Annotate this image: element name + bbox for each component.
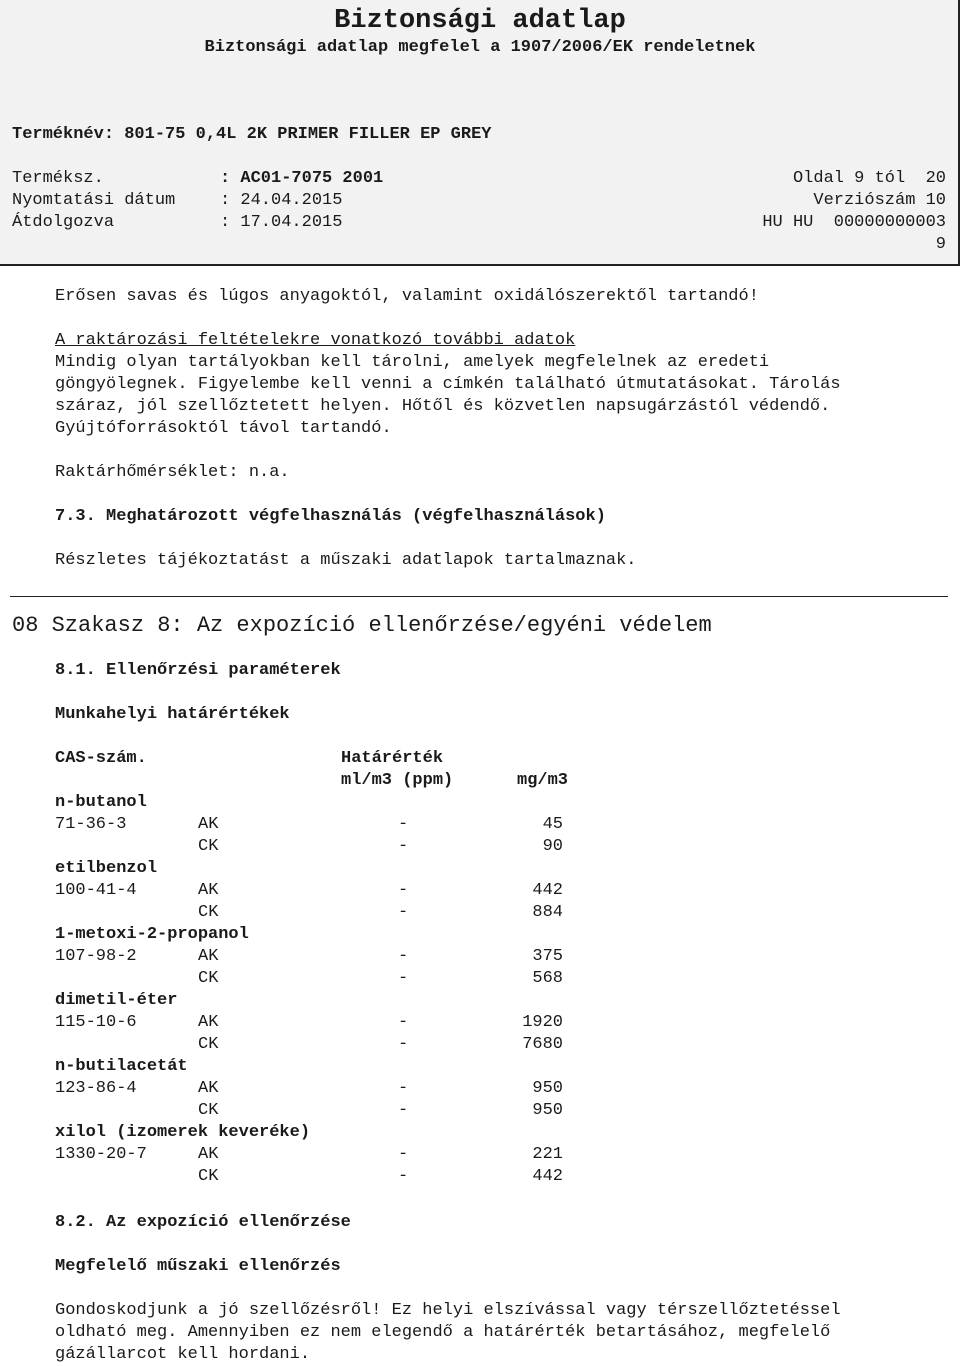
substance-name: etilbenzol [55,859,158,878]
mg-value: 375 [532,947,563,966]
ppm-value: - [398,837,409,856]
cas-number: 71-36-3 [55,815,127,834]
substance-name: n-butilacetát [55,1057,188,1076]
print-date-value: : 24.04.2015 [220,191,343,210]
col-cas-header: CAS-szám. [55,749,147,768]
technical-control-line: oldható meg. Amennyiben ez nem elegendő a határérték betartásához, megfelelő [55,1323,831,1342]
ppm-value: - [398,1101,409,1120]
section-divider [10,596,948,597]
section-7-3-text: Részletes tájékoztatást a műszaki adatlapok tartalmaznak. [55,551,637,570]
cas-number: 1330-20-7 [55,1145,147,1164]
cas-number: 107-98-2 [55,947,137,966]
substance-name: dimetil-éter [55,991,178,1010]
doc-title: Biztonsági adatlap [334,6,626,36]
product-no-value: : AC01-7075 2001 [220,169,384,188]
technical-control-heading: Megfelelő műszaki ellenőrzés [55,1257,341,1276]
document-header [0,0,960,266]
mg-value: 45 [542,815,563,834]
storage-line: göngyölegnek. Figyelembe kell venni a címkén található útmutatásokat. Tárolás [55,375,841,394]
cas-number: 100-41-4 [55,881,137,900]
ppm-value: - [398,1167,409,1186]
document-code-cont: 9 [935,235,946,254]
mg-value: 950 [532,1101,563,1120]
section-8-title: 08 Szakasz 8: Az expozíció ellenőrzése/egyéni védelem [12,613,712,638]
storage-line: Gyújtóforrásoktól távol tartandó. [55,419,392,438]
mg-value: 1920 [522,1013,563,1032]
ppm-value: - [398,881,409,900]
print-date-label: Nyomtatási dátum [12,191,176,210]
mg-value: 442 [532,881,563,900]
ppm-value: - [398,815,409,834]
limit-type: AK [198,881,219,900]
ppm-value: - [398,947,409,966]
storage-line: Mindig olyan tartályokban kell tárolni, amelyek megfelelnek az eredeti [55,353,770,372]
version-number: Verziószám 10 [813,191,946,210]
mg-value: 442 [532,1167,563,1186]
mg-value: 568 [532,969,563,988]
limit-type: AK [198,947,219,966]
storage-heading: A raktározási feltételekre vonatkozó további adatok [55,331,576,350]
cas-number: 115-10-6 [55,1013,137,1032]
substance-name: 1-metoxi-2-propanol [55,925,249,944]
limit-type: AK [198,1013,219,1032]
limit-type: CK [198,837,219,856]
mg-value: 884 [532,903,563,922]
col-ppm-header: ml/m3 (ppm) [341,771,454,790]
limit-type: AK [198,1145,219,1164]
revised-label: Átdolgozva [12,213,115,232]
section-8-2-heading: 8.2. Az expozíció ellenőrzése [55,1213,351,1232]
doc-subtitle: Biztonsági adatlap megfelel a 1907/2006/EK rendeletnek [204,38,756,57]
limit-type: CK [198,969,219,988]
mg-value: 221 [532,1145,563,1164]
technical-control-line: gázállarcot kell hordani. [55,1345,311,1364]
limit-type: CK [198,1167,219,1186]
section-8-1-heading: 8.1. Ellenőrzési paraméterek [55,661,341,680]
incompatibility-note: Erősen savas és lúgos anyagoktól, valamint oxidálószerektől tartandó! [55,287,759,306]
product-no-label: Terméksz. [12,169,104,188]
technical-control-line: Gondoskodjunk a jó szellőzésről! Ez helyi elszívással vagy térszellőztetéssel [55,1301,841,1320]
limit-type: AK [198,815,219,834]
page-info: Oldal 9 tól 20 [792,169,946,188]
storage-line: száraz, jól szellőztetett helyen. Hőtől és közvetlen napsugárzástól védendő. [55,397,831,416]
mg-value: 950 [532,1079,563,1098]
limit-type: CK [198,1035,219,1054]
cas-number: 123-86-4 [55,1079,137,1098]
col-mg-header: mg/m3 [517,771,569,790]
revised-value: : 17.04.2015 [220,213,343,232]
mg-value: 7680 [522,1035,563,1054]
mg-value: 90 [542,837,563,856]
ppm-value: - [398,903,409,922]
substance-name: xilol (izomerek keveréke) [55,1123,311,1142]
substance-name: n-butanol [55,793,147,812]
limit-type: AK [198,1079,219,1098]
ppm-value: - [398,1079,409,1098]
product-name: Terméknév: 801-75 0,4L 2K PRIMER FILLER EP GREY [12,125,492,144]
limit-type: CK [198,903,219,922]
section-7-3-heading: 7.3. Meghatározott végfelhasználás (végfelhasználások) [55,507,606,526]
workplace-limits-heading: Munkahelyi határértékek [55,705,290,724]
ppm-value: - [398,1035,409,1054]
col-limit-header: Határérték [341,749,444,768]
ppm-value: - [398,1013,409,1032]
limit-type: CK [198,1101,219,1120]
storage-temperature: Raktárhőmérséklet: n.a. [55,463,290,482]
document-code: HU HU 00000000003 [762,213,946,232]
ppm-value: - [398,969,409,988]
ppm-value: - [398,1145,409,1164]
